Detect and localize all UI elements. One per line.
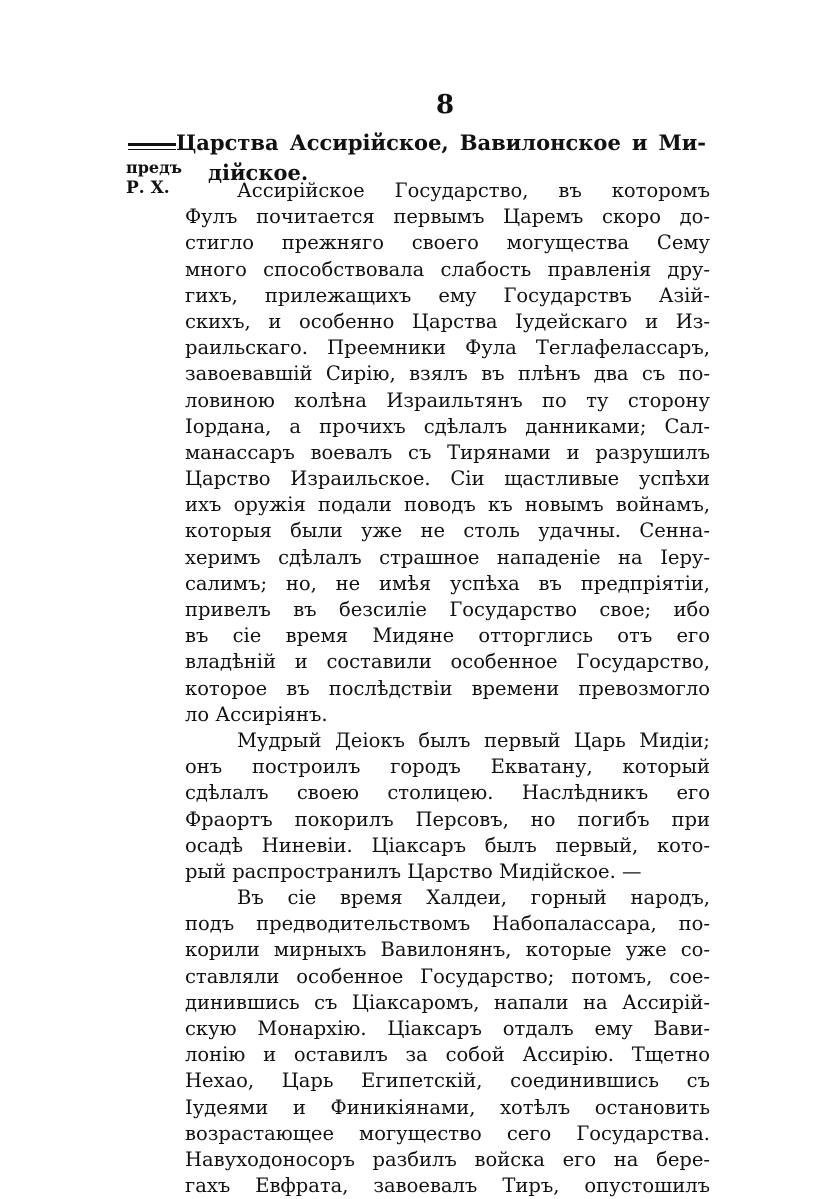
paragraph-assyria [185, 178, 710, 728]
text-line: Нехао, Царь Египетскій, соединившись съ [185, 1069, 710, 1093]
text-line: много способствовала слабость правленія дру- [185, 257, 710, 281]
text-line: ставляли особенное Государство; потомъ, сое- [185, 964, 710, 988]
text-line: ло Ассиріянъ. [185, 702, 328, 726]
text-line: завоевавшій Сирію, взялъ въ плѣнъ два съ по- [185, 362, 710, 386]
paragraph-media [185, 728, 710, 885]
text-line: которыя были уже не столь удачны. Сенна- [185, 519, 710, 543]
margin-note-christ: Р. Х. [126, 178, 170, 198]
text-line: возрастающее могущество сего Государства. [185, 1121, 710, 1145]
body-text [185, 178, 710, 1199]
text-line: въ сіе время Мидяне отторглись отъ его [185, 624, 710, 648]
text-line: лонію и оставилъ за собой Ассирію. Тщетно [185, 1043, 710, 1067]
text-line: скихъ, и особенно Царства Іудейскаго и Из- [185, 309, 710, 333]
text-line: динившись съ Ціаксаромъ, напали на Ассирій- [185, 990, 710, 1014]
text-line: гихъ, прилежащихъ ему Государствъ Азій- [185, 283, 710, 307]
text-line: которое въ послѣдствіи времени превозмогло [185, 676, 710, 700]
section-heading: Царства Ассирійское, Вавилонское и Ми- [176, 130, 706, 155]
text-line: салимъ; но, не имѣя успѣха въ предпріятіи, [185, 571, 710, 595]
text-line: Въ сіе время Халдеи, горный народъ, [237, 886, 710, 910]
text-line: онъ построилъ городъ Екватану, который [185, 755, 710, 779]
text-line: Мудрый Деіокъ былъ первый Царь Мидіи; [237, 728, 710, 752]
margin-note-before: предъ [126, 158, 183, 177]
text-line: ловиною колѣна Израильтянъ по ту сторону [185, 388, 710, 412]
text-line: Ассирійское Государство, въ которомъ [237, 179, 710, 202]
text-line: сдѣлалъ своею столицею. Наслѣдникъ его [185, 781, 710, 805]
text-line: манассаръ воевалъ съ Тирянами и разрушилъ [185, 440, 710, 464]
page-number: 8 [436, 90, 455, 120]
text-line: подъ предводительствомъ Набопалассара, по- [185, 912, 710, 936]
text-line: Фраортъ покорилъ Персовъ, но погибъ при [185, 807, 710, 831]
text-line: Іордана, а прочихъ сдѣлалъ данниками; Сал- [185, 414, 710, 438]
text-line: ихъ оружія подали поводъ къ новымъ войнамъ, [185, 493, 710, 517]
text-line: привелъ въ безсиліе Государство свое; ибо [185, 598, 710, 621]
text-line: Навуходоносоръ разбилъ войска его на бере- [185, 1147, 710, 1171]
text-line: скую Монархію. Ціаксаръ отдалъ ему Вави- [185, 1017, 710, 1040]
heading-rule [128, 143, 176, 146]
text-line: раильскаго. Преемники Фула Теглафелассаръ, [185, 336, 710, 360]
text-line: херимъ сдѣлалъ страшное нападеніе на Іеру- [185, 545, 710, 569]
text-line: владѣній и составили особенное Государство, [185, 650, 710, 674]
text-line: гахъ Евфрата, завоевалъ Тиръ, опустошилъ [185, 1174, 710, 1198]
section-heading-continuation: дійское. [208, 160, 309, 185]
text-line: осадѣ Ниневіи. Ціаксаръ былъ первый, кото- [185, 833, 710, 857]
text-line: Царство Израильское. Сіи щастливые успѣхи [185, 467, 710, 491]
paragraph-chaldeans [185, 885, 710, 1199]
text-line: корили мирныхъ Вавилонянъ, которые уже со- [185, 938, 710, 962]
text-line: Фулъ почитается первымъ Царемъ скоро до- [185, 205, 710, 229]
text-line: рый распространилъ Царство Мидійское. — [185, 859, 642, 883]
text-line: Іудеями и Финикіянами, хотѣлъ остановить [185, 1095, 710, 1119]
text-line: стигло прежняго своего могущества Сему [185, 231, 710, 255]
